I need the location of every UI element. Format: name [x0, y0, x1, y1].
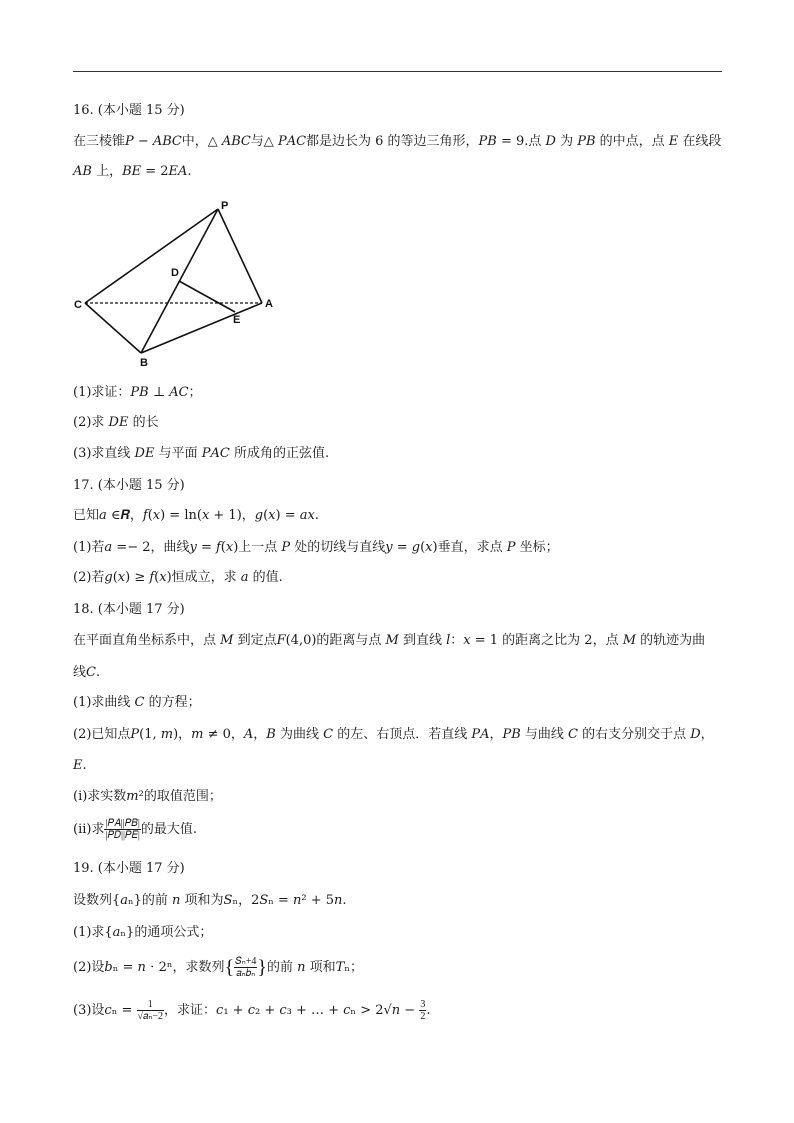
q18-part2-i: (i)求实数𝑚²的取值范围；: [73, 789, 222, 804]
q16-part3: (3)求直线 𝐷𝐸 与平面 𝑃𝐴𝐶 所成角的正弦值.: [73, 446, 330, 461]
q18-part2-line2: 𝐸.: [73, 758, 87, 773]
q19-title: 19. (本小题 17 分): [73, 861, 185, 876]
q19-part2: [73, 956, 363, 979]
q18-part2-ii-prefix: (ii)求: [73, 822, 105, 837]
label-b: B: [140, 357, 148, 369]
label-e: E: [233, 314, 241, 326]
q19-part3: [73, 999, 430, 1022]
q16-part1: (1)求证：𝑃𝐵 ⊥ 𝐴𝐶；: [73, 385, 202, 400]
edge-ba: [141, 303, 262, 353]
q19-sequence-fraction: [234, 956, 257, 979]
q18-stem-line1: 在平面直角坐标系中，点 𝑀 到定点𝐹(4,0)的距离与点 𝑀 到直线 𝑙：𝑥 = 1 的距离之比为 2，点 𝑀 的轨迹为曲: [73, 633, 706, 648]
q19-part3-end: .: [426, 1003, 431, 1018]
q19-part3-prefix: (3)设𝑐ₙ =: [73, 1003, 133, 1018]
q18-ratio-denominator: |𝑃𝐷||𝑃𝐸|: [105, 830, 140, 841]
q18-part2-ii-suffix: 的最大值.: [140, 822, 198, 837]
q19-part3-middle: ，求证：𝑐₁ + 𝑐₂ + 𝑐₃ + … + 𝑐ₙ > 2√𝑛 −: [164, 1003, 416, 1018]
left-brace: {: [224, 956, 235, 979]
q17-stem: 已知𝑎 ∈𝑹，𝑓(𝑥) = ln(𝑥 + 1)，𝑔(𝑥) = 𝑎𝑥.: [73, 508, 319, 523]
q16-part2: (2)求 𝐷𝐸 的长: [73, 415, 159, 430]
segment-de: [179, 281, 235, 312]
q18-title: 18. (本小题 17 分): [73, 602, 185, 617]
q18-part1: (1)求曲线 𝐶 的方程；: [73, 695, 201, 710]
q18-part2-line1: (2)已知点𝑃(1, 𝑚)，𝑚 ≠ 0，𝐴，𝐵 为曲线 𝐶 的左、右顶点．若直线 𝑃𝐴，𝑃𝐵 与曲线 𝐶 的右支分别交于点 𝐷，: [73, 727, 714, 742]
label-c: C: [74, 299, 82, 311]
q19-stem: 设数列{𝑎ₙ}的前 𝑛 项和为𝑆ₙ，2𝑆ₙ = 𝑛² + 5𝑛.: [73, 893, 347, 908]
q19-part1: (1)求{𝑎ₙ}的通项公式；: [73, 925, 213, 940]
header-rule: [73, 71, 722, 72]
q19-part2-prefix: (2)设𝑏ₙ = 𝑛 ⋅ 2ⁿ，求数列: [73, 960, 225, 975]
q19-sequence-numerator: 𝑆ₙ+4: [235, 956, 257, 967]
q16-stem-line1: 在三棱锥𝑃 − 𝐴𝐵𝐶中，△ 𝐴𝐵𝐶与△ 𝑃𝐴𝐶都是边长为 6 的等边三角形，𝑃𝐵 = 9.点 𝐷 为 𝑃𝐵 的中点，点 𝐸 在线段: [73, 134, 722, 149]
q19-cn-denominator: √𝑎ₙ−2: [137, 1011, 164, 1022]
label-a: A: [265, 298, 273, 310]
q18-stem-line2: 线𝐶.: [73, 665, 101, 680]
edge-pa: [218, 209, 262, 303]
q16-title: 16. (本小题 15 分): [73, 103, 185, 118]
q17-part2: (2)若𝑔(𝑥) ≥ 𝑓(𝑥)恒成立，求 𝑎 的值.: [73, 570, 283, 585]
label-d: D: [171, 267, 179, 279]
edge-cp: [85, 209, 218, 303]
label-p: P: [221, 200, 229, 212]
q19-three-halves-denominator: 2: [420, 1011, 426, 1022]
q19-cn-numerator: 1: [137, 999, 165, 1011]
pyramid-figure: [73, 196, 293, 376]
q17-part1: (1)若𝑎 =− 2，曲线𝑦 = 𝑓(𝑥)上一点 𝑃 处的切线与直线𝑦 = 𝑔(𝑥)垂直，求点 𝑃 坐标；: [73, 540, 559, 555]
q18-ratio-numerator: |𝑃𝐴||𝑃𝐵|: [105, 818, 140, 829]
q19-cn-fraction: [137, 999, 165, 1022]
right-brace: }: [257, 956, 268, 979]
q19-three-halves-numerator: 3: [420, 999, 426, 1010]
q17-title: 17. (本小题 15 分): [73, 478, 185, 493]
q19-part2-suffix: 的前 𝑛 项和𝑇ₙ；: [267, 960, 363, 975]
q18-ratio-fraction: [104, 818, 140, 841]
q19-sequence-denominator: 𝑎ₙ𝑏ₙ: [236, 968, 256, 979]
q16-stem-line2: 𝐴𝐵 上，𝐵𝐸 = 2𝐸𝐴.: [73, 164, 192, 179]
edge-cb: [85, 303, 141, 353]
q18-part2-ii: [73, 818, 197, 841]
